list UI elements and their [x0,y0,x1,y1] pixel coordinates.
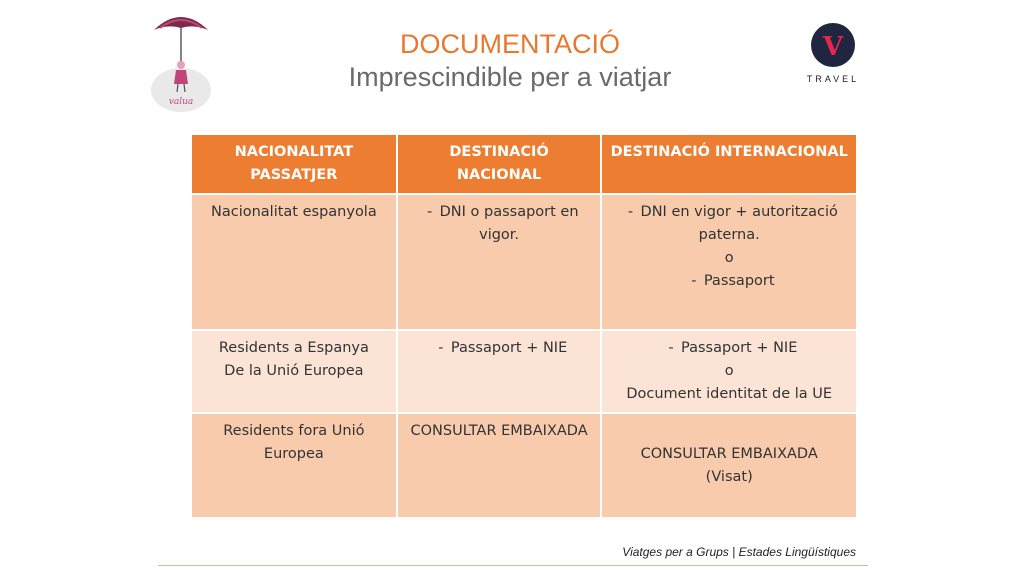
cell-text: CONSULTAR EMBAIXADA [410,423,588,439]
right-logo-letter: V [822,32,844,62]
footer-divider [158,565,868,566]
cell-text: DNI o passaport en vigor. [439,204,579,243]
cell-national [397,330,602,413]
v-travel-logo [806,22,860,92]
header-international-destination: DESTINACIÓ INTERNACIONAL [601,134,857,194]
valua-logo [148,10,214,115]
table-row [191,194,857,330]
cell-text: Passaport + NIE [681,340,798,356]
cell-text: Document identitat de la UE [626,386,833,402]
header-national-destination: DESTINACIÓ NACIONAL [397,134,602,194]
cell-international [601,194,857,330]
cell-nationality [191,330,397,413]
cell-text: Residents a Espanya [218,340,369,356]
table-header-row [191,134,857,194]
bullet-dash: - [691,273,697,289]
cell-text: Nacionalitat espanyola [211,204,377,220]
v-travel-logo-icon [810,22,856,68]
cell-international [601,330,857,413]
cell-national [397,413,602,518]
bullet-dash: - [427,204,433,220]
cell-text: CONSULTAR EMBAIXADA [640,446,818,462]
cell-nationality [191,194,397,330]
right-logo-text: TRAVEL [806,74,860,84]
footer-text: Viatges per a Grups | Estades Lingüístiques [622,545,856,559]
cell-text: o [724,363,734,379]
cell-text: Passaport [703,273,775,289]
left-logo-text: valua [168,97,194,107]
page-subtitle: Imprescindible per a viatjar [348,62,672,92]
documentation-table [190,133,858,519]
cell-text: DNI en vigor + autorització paterna. [640,204,838,243]
cell-text: Residents fora Unió Europea [223,423,365,462]
umbrella-girl-logo-icon [148,10,214,115]
table-row [191,330,857,413]
cell-international [601,413,857,518]
bullet-dash: - [627,204,634,220]
header-nationality: NACIONALITAT PASSATJER [191,134,397,194]
cell-text: Passaport + NIE [450,340,568,356]
bullet-dash: - [438,340,444,356]
table-row [191,413,857,518]
bullet-dash: - [668,340,674,356]
cell-text: o [724,250,734,266]
page-title: DOCUMENTACIÓ [400,29,620,59]
cell-national [397,194,602,330]
cell-nationality [191,413,397,518]
cell-text: De la Unió Europea [224,363,364,379]
title-block [300,28,720,94]
cell-text: (Visat) [705,469,753,485]
